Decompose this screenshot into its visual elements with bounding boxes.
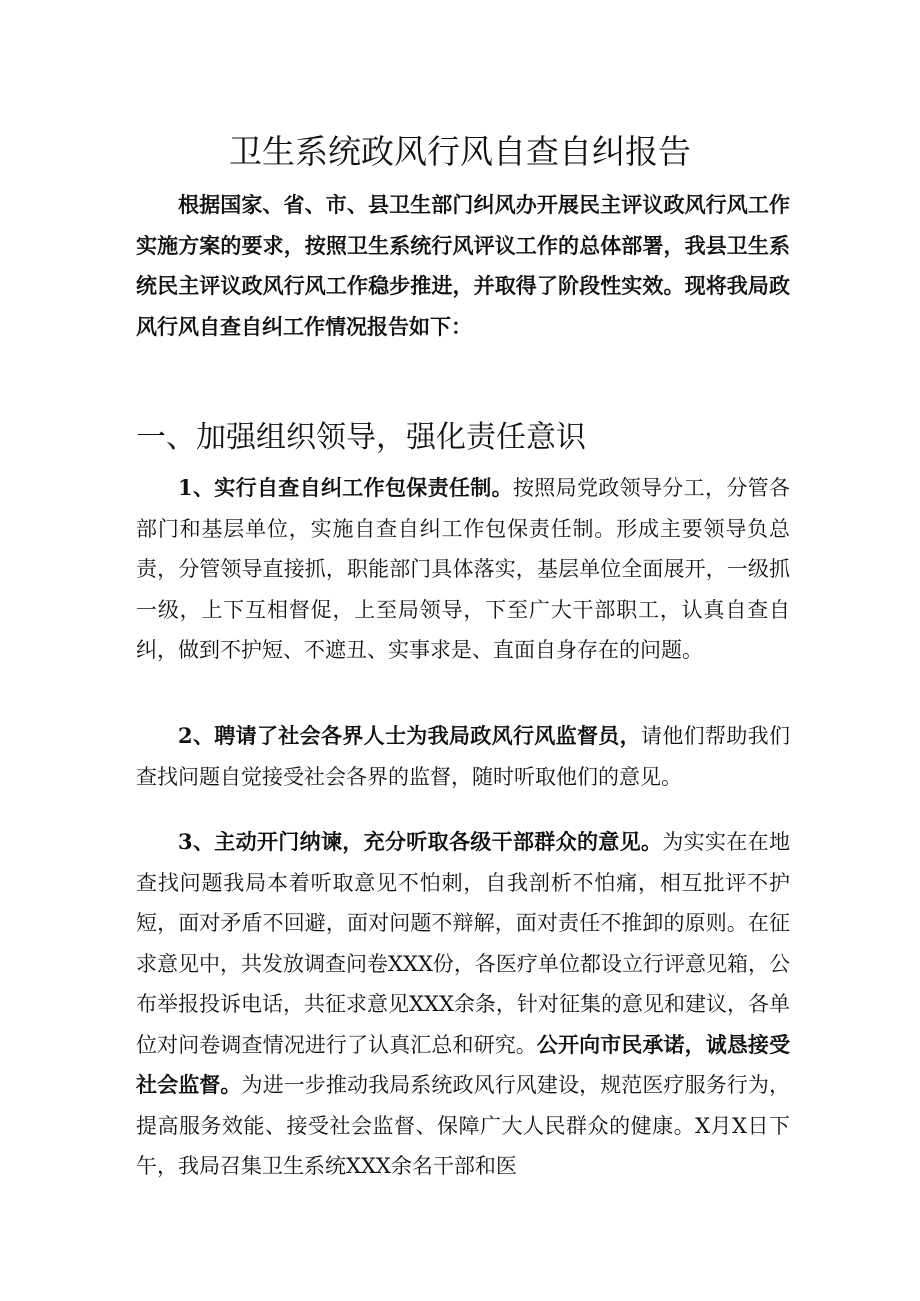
item-1-paragraph xyxy=(136,468,790,671)
item-3-paragraph xyxy=(136,822,790,1187)
item-3-text-2: 为进一步推动我局系统政风行风建设，规范医疗服务行为，提高服务效能、接受社会监督、保障广大人民群众的健康。X月X日下午，我局召集卫生系统XXX余名干部和医 xyxy=(136,1073,790,1178)
intro-paragraph xyxy=(136,185,790,347)
item-1-text: 按照局党政领导分工，分管各部门和基层单位，实施自查自纠工作包保责任制。形成主要领导负总责，分管领导直接抓，职能部门具体落实，基层单位全面展开，一级抓一级，上下互相督促，上至局领导，下至广大干部职工，认真自查自纠，做到不护短、不遮丑、实事求是、直面自身存在的问题。 xyxy=(136,476,790,662)
item-3-lead-2: 公开向市民承诺，诚恳接受社会监督。 xyxy=(136,1031,791,1097)
item-2-paragraph xyxy=(136,716,790,797)
intro-text: 根据国家、省、市、县卫生部门纠风办开展民主评议政风行风工作实施方案的要求，按照卫生系统行风评议工作的总体部署，我县卫生系统民主评议政风行风工作稳步推进，并取得了阶段性实效。现将我局政风行风自查自纠工作情况报告如下： xyxy=(136,192,790,339)
section-heading: 一、加强组织领导，强化责任意识 xyxy=(136,420,586,455)
item-2-lead: 2、聘请了社会各界人士为我局政风行风监督员， xyxy=(178,723,641,748)
item-3-text: 为实实在在地查找问题我局本着听取意见不怕刺，自我剖析不怕痛，相互批评不护短，面对矛盾不回避，面对问题不辩解，面对责任不推卸的原则。在征求意见中，共发放调查问卷XXX份，各医疗单位都设立行评意见箱，公布举报投诉电话，共征求意见XXX余条，针对征集的意见和建议，各单位对问卷调查情况进行了认真汇总和研究。 xyxy=(136,830,790,1057)
item-1-lead: 1、实行自查自纠工作包保责任制。 xyxy=(178,475,513,500)
document-title: 卫生系统政风行风自查自纠报告 xyxy=(229,132,691,171)
item-3-lead: 3、主动开门纳谏，充分听取各级干部群众的意见。 xyxy=(178,829,663,854)
item-2-text: 请他们帮助我们查找问题自觉接受社会各界的监督，随时听取他们的意见。 xyxy=(136,724,790,789)
